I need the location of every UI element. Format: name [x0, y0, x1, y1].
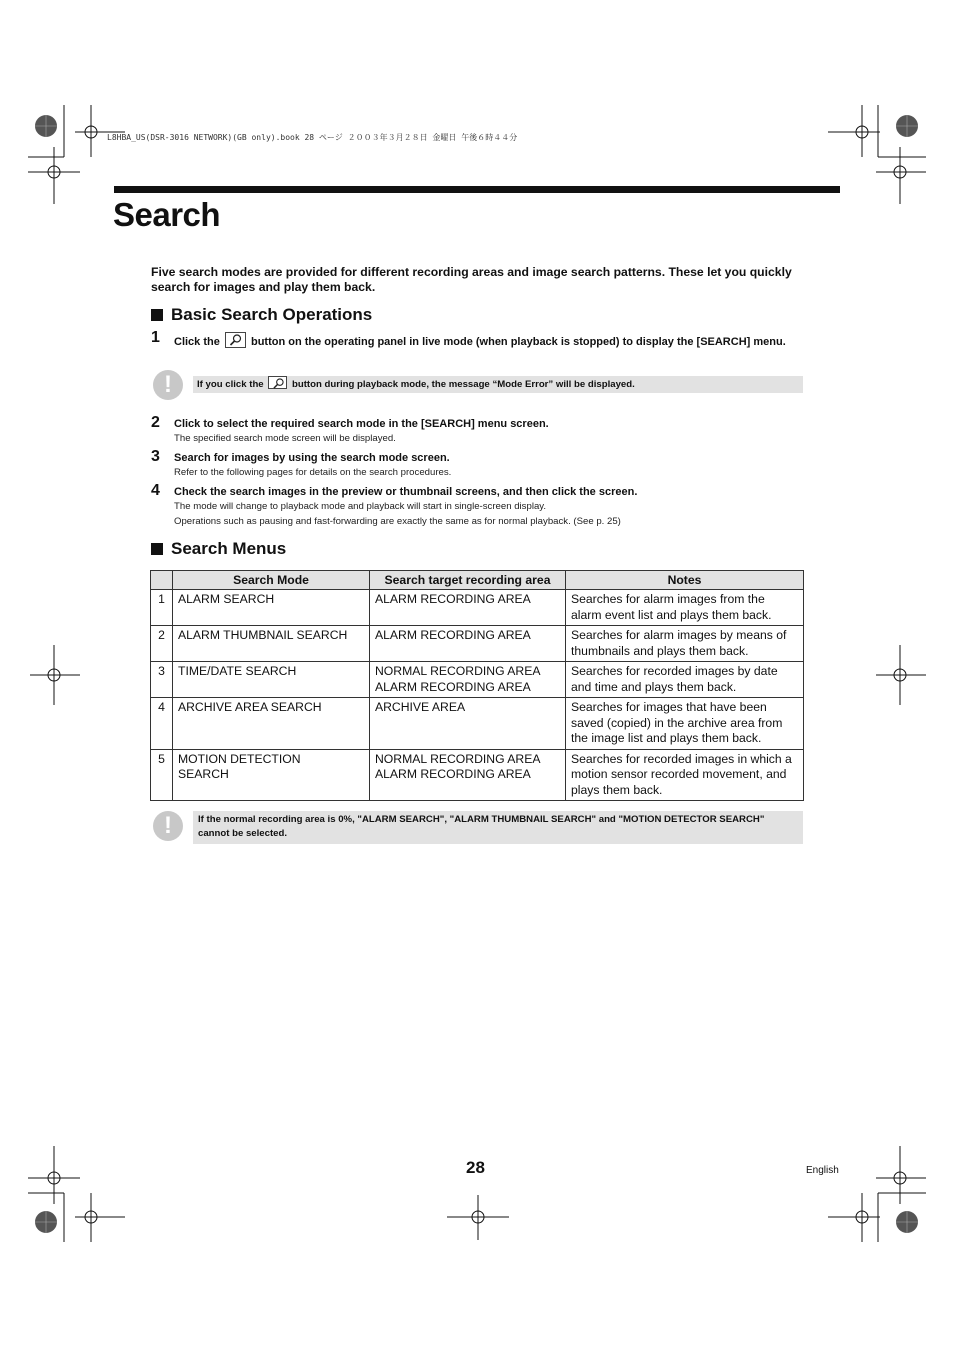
page-title: Search [113, 196, 221, 233]
notes-cell: Searches for alarm images from the alarm event list and plays them back. [566, 590, 804, 626]
step-3-text: Search for images by using the search mode screen. [174, 452, 450, 464]
step-3 [174, 451, 804, 480]
target-area-cell [370, 590, 566, 626]
area-line: ALARM RECORDING AREA [375, 679, 531, 694]
area-line: NORMAL RECORDING AREA [375, 664, 541, 678]
basic-search-heading-text: Basic Search Operations [171, 305, 373, 324]
language-label: English [806, 1165, 839, 1176]
area-line: NORMAL RECORDING AREA [375, 751, 541, 766]
mode-line: SEARCH [178, 767, 229, 781]
notes-cell: Searches for alarm images by means of thumbnails and plays them back. [566, 626, 804, 662]
title-rule [114, 186, 840, 193]
basic-search-heading [151, 305, 372, 325]
mode-line: TIME/DATE SEARCH [178, 664, 297, 678]
step-number: 3 [151, 448, 160, 465]
step-number: 2 [151, 414, 160, 431]
notes-cell: Searches for images that have been saved (copied) in the archive area from the image list and plays them back. [566, 698, 804, 750]
recording-area-note: If the normal recording area is 0%, "ALARM SEARCH", "ALARM THUMBNAIL SEARCH" and "MOTION DETECTOR SEARCH" cannot be selected. [193, 811, 803, 844]
step-3-sub: Refer to the following pages for details on the search procedures. [174, 467, 452, 478]
step-1-text-before: Click the [174, 336, 220, 348]
step-number: 4 [151, 482, 160, 499]
step-4-sub-2: Operations such as pausing and fast-forwarding are exactly the same as for normal playback. (See p. 25) [174, 516, 621, 527]
step-1-text [174, 332, 804, 349]
mode-line: ARCHIVE AREA SEARCH [178, 700, 322, 714]
step-4 [174, 485, 804, 529]
row-number: 5 [151, 749, 173, 801]
search-menus-table [150, 570, 804, 801]
column-header: Search target recording area [370, 571, 566, 590]
magnifier-icon [268, 376, 287, 389]
search-menus-heading [151, 539, 286, 559]
notes-cell: Searches for recorded images by date and time and plays them back. [566, 662, 804, 698]
area-line: ALARM RECORDING AREA [375, 592, 531, 606]
table-header-row [151, 571, 804, 590]
target-area-cell [370, 749, 566, 801]
step-1-text-after: button on the operating panel in live mode (when playback is stopped) to display the [SEARCH] menu. [250, 336, 786, 348]
search-mode-cell [173, 626, 370, 662]
exclamation-icon: ! [153, 370, 183, 400]
table-row [151, 590, 804, 626]
notes-cell: Searches for recorded images in which a motion sensor recorded movement, and plays them back. [566, 749, 804, 801]
note-1-after: button during playback mode, the message “Mode Error” will be displayed. [292, 379, 635, 390]
step-2-sub: The specified search mode screen will be displayed. [174, 433, 396, 444]
search-mode-cell [173, 590, 370, 626]
table-row [151, 626, 804, 662]
exclamation-icon: ! [153, 811, 183, 841]
step-number: 1 [151, 329, 160, 346]
search-menus-heading-text: Search Menus [171, 539, 287, 558]
column-header: Notes [566, 571, 804, 590]
playback-mode-note [193, 376, 803, 393]
row-number: 4 [151, 698, 173, 750]
area-line: ARCHIVE AREA [375, 700, 466, 714]
search-mode-cell [173, 698, 370, 750]
square-bullet-icon [151, 309, 163, 321]
step-2-text: Click to select the required search mode in the [SEARCH] menu screen. [174, 418, 549, 430]
column-header [151, 571, 173, 590]
area-line: ALARM RECORDING AREA [375, 628, 531, 642]
target-area-cell [370, 626, 566, 662]
table-row [151, 749, 804, 801]
target-area-cell [370, 698, 566, 750]
table-row [151, 662, 804, 698]
note-1-before: If you click the [197, 379, 264, 390]
mode-line: ALARM SEARCH [178, 592, 275, 606]
target-area-cell [370, 662, 566, 698]
column-header: Search Mode [173, 571, 370, 590]
step-4-sub-1: The mode will change to playback mode and playback will start in single-screen display. [174, 501, 547, 512]
intro-paragraph: Five search modes are provided for different recording areas and image search patterns. These let you quickly search for images and play them back. [151, 265, 792, 294]
magnifier-icon [225, 332, 246, 348]
file-info-line: L8HBA_US(DSR-3016 NETWORK)(GB only).book 28 ページ ２００３年３月２８日 金曜日 午後６時４４分 [107, 133, 518, 142]
mode-line: ALARM THUMBNAIL SEARCH [178, 628, 348, 642]
page-number: 28 [466, 1158, 485, 1177]
table-row [151, 698, 804, 750]
step-4-text: Check the search images in the preview or thumbnail screens, and then click the screen. [174, 486, 638, 498]
mode-line: MOTION DETECTION [178, 751, 301, 766]
search-mode-cell [173, 749, 370, 801]
row-number: 2 [151, 626, 173, 662]
row-number: 1 [151, 590, 173, 626]
square-bullet-icon [151, 543, 163, 555]
search-mode-cell [173, 662, 370, 698]
area-line: ALARM RECORDING AREA [375, 767, 531, 781]
row-number: 3 [151, 662, 173, 698]
step-2 [174, 417, 804, 446]
